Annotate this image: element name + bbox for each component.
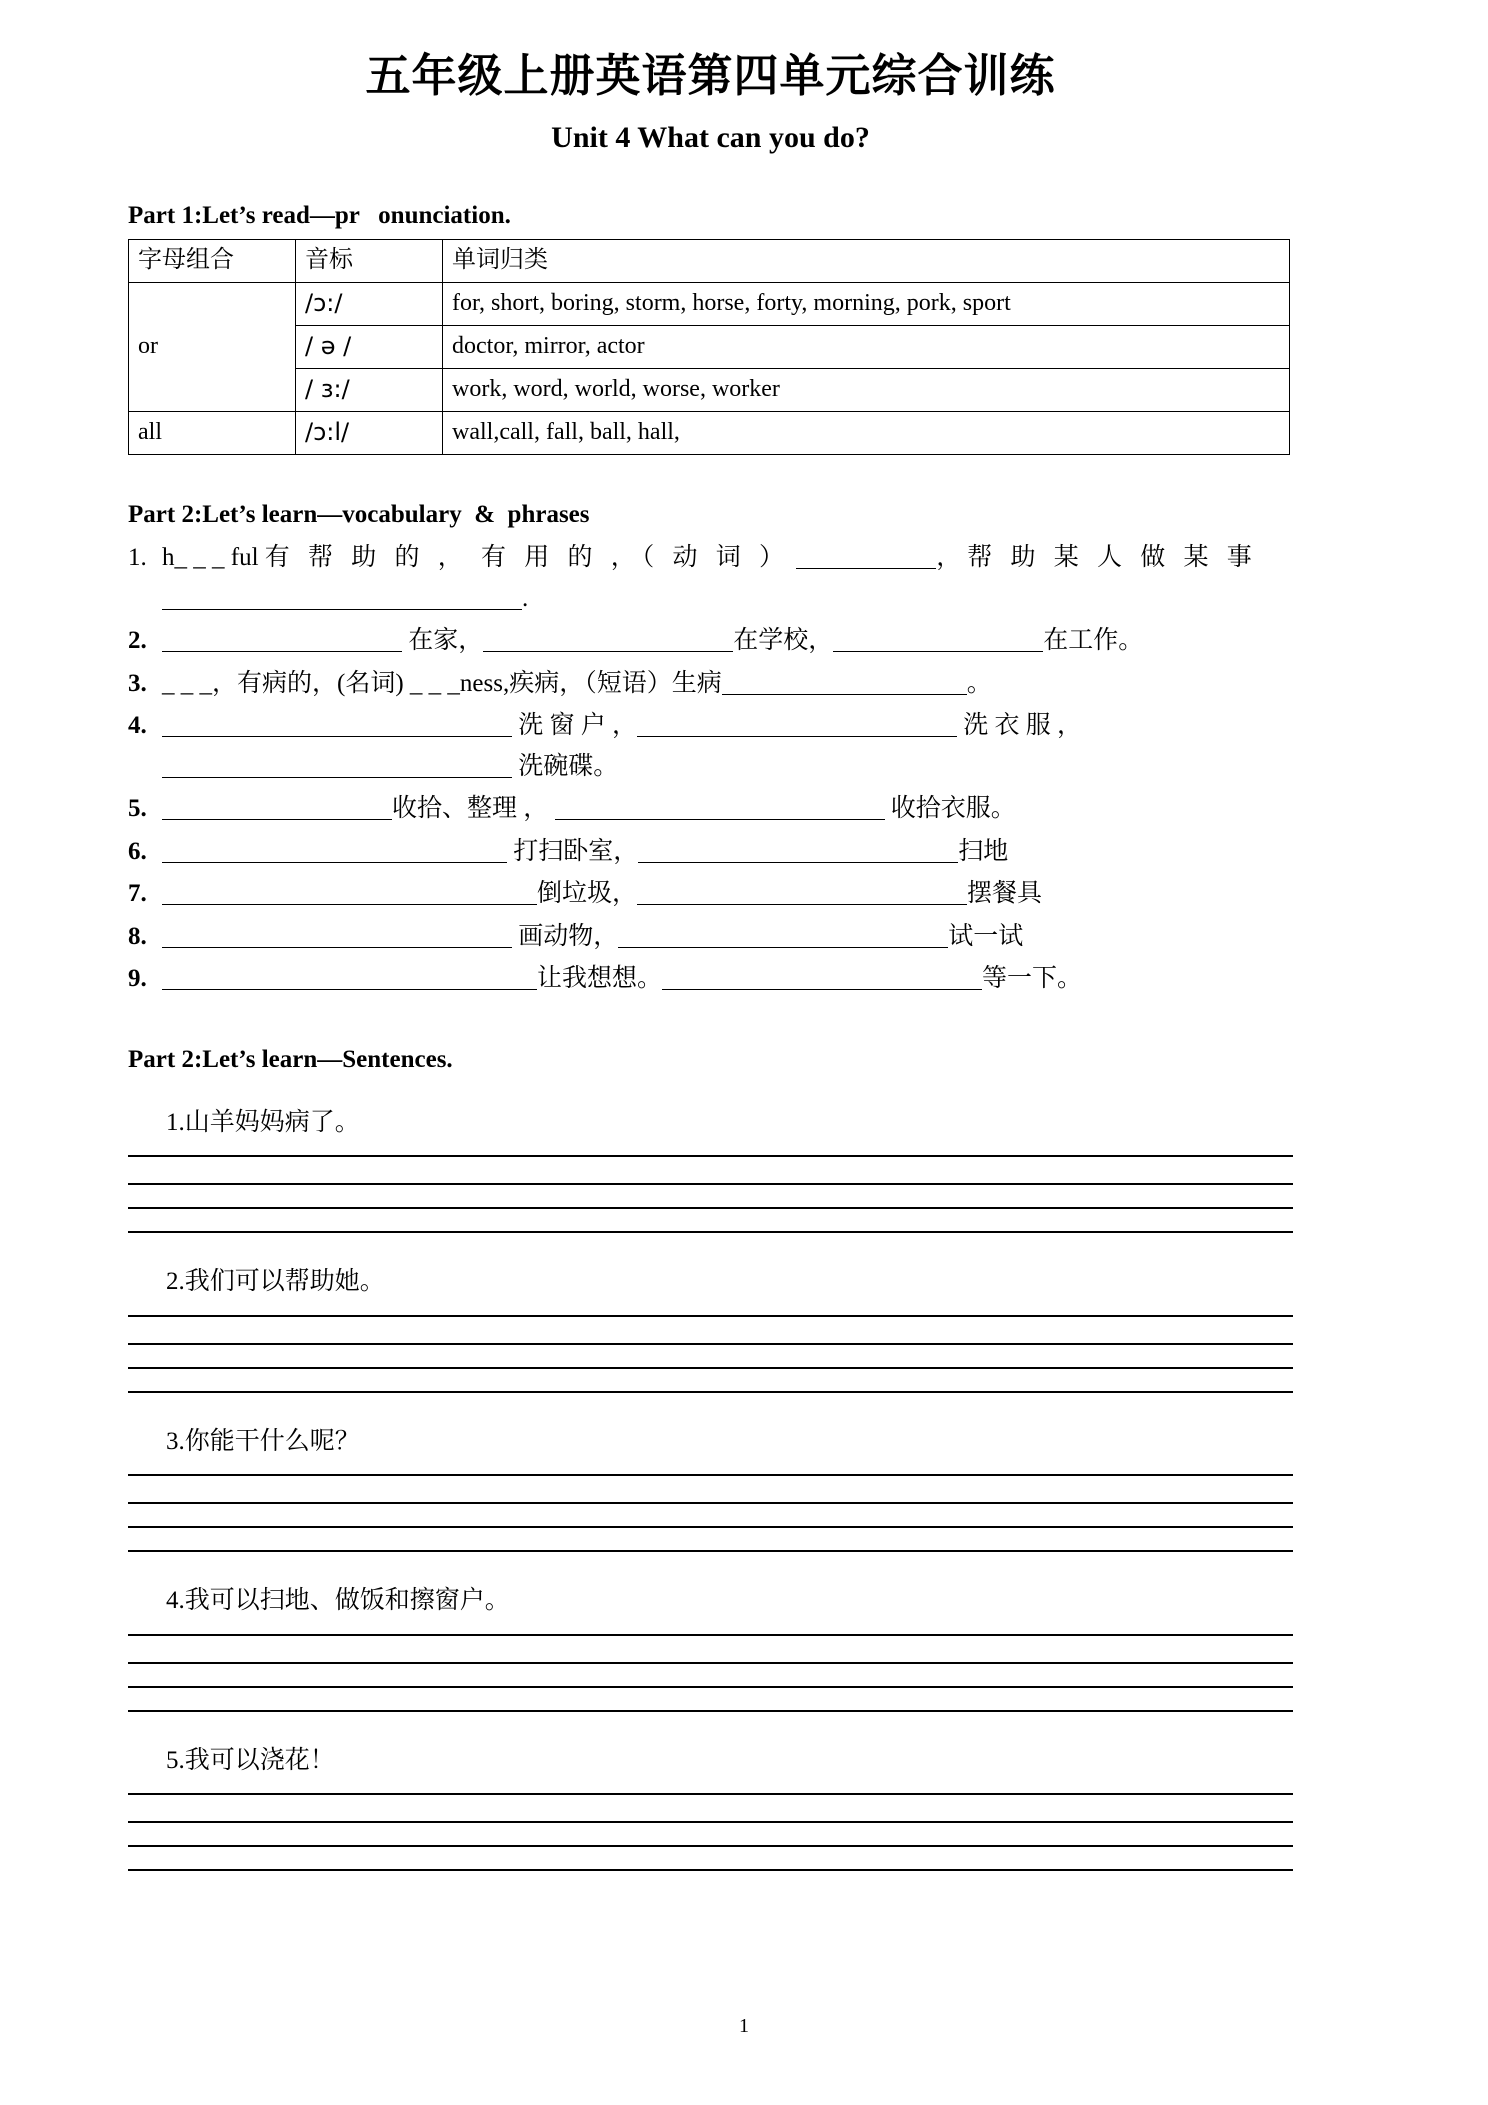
sentence-prompt-5: 5.我可以浇花！ <box>166 1746 335 1774</box>
answer-blank[interactable] <box>833 624 1043 653</box>
answer-blank[interactable] <box>638 834 958 863</box>
item-4-label-2: 洗 衣 服 ， <box>963 712 1083 740</box>
item-4-label-3: 洗碗碟。 <box>518 752 619 780</box>
item-1-tail: . <box>522 584 529 612</box>
writing-line[interactable] <box>128 1207 1293 1231</box>
item-5-label-1: 收拾、整理 ， <box>392 795 549 823</box>
item-number-4: 4. <box>128 712 147 740</box>
item-2-label-2: 在学校， <box>733 627 834 655</box>
item-3-tail: 。 <box>966 669 992 697</box>
answer-blank[interactable] <box>162 581 522 610</box>
writing-lines[interactable] <box>128 1315 1293 1393</box>
cell-ipa-0: /ɔ:/ <box>296 283 443 326</box>
part2-sentences-heading: Part 2:Let’s learn—Sentences. <box>128 1045 453 1073</box>
cell-ipa-3: /ɔ:l/ <box>296 412 443 455</box>
sentence-block <box>128 1423 1293 1553</box>
item-2-label-3: 在工作。 <box>1043 627 1144 655</box>
list-item <box>128 874 1293 915</box>
page-content <box>128 0 1293 1875</box>
item-number-9: 9. <box>128 965 147 993</box>
item-8-label-1: 画动物， <box>518 922 619 950</box>
item-5-label-2: 收拾衣服。 <box>890 795 1016 823</box>
list-item <box>128 706 1293 787</box>
writing-line[interactable] <box>128 1550 1293 1552</box>
list-item <box>128 832 1293 873</box>
item-9-label-1: 让我想想。 <box>537 965 663 993</box>
item-6-label-2: 扫地 <box>958 837 1009 865</box>
sentence-block <box>128 1263 1293 1393</box>
pronunciation-table <box>128 239 1290 455</box>
table-row <box>129 369 1290 412</box>
writing-line[interactable] <box>128 1526 1293 1550</box>
item-6-label-1: 打扫卧室， <box>513 837 639 865</box>
item-7-label-1: 倒垃圾， <box>537 880 638 908</box>
answer-blank[interactable] <box>162 624 402 653</box>
answer-blank[interactable] <box>162 877 537 906</box>
writing-line[interactable] <box>128 1662 1293 1686</box>
table-row <box>129 283 1290 326</box>
writing-line[interactable] <box>128 1315 1293 1343</box>
item-8-label-2: 试一试 <box>948 922 1024 950</box>
answer-blank[interactable] <box>162 792 392 821</box>
item-number-8: 8. <box>128 922 147 950</box>
list-item <box>128 664 1293 705</box>
list-item <box>128 789 1293 830</box>
item-1-word: h_ _ _ ful <box>162 544 259 572</box>
answer-blank[interactable] <box>162 749 512 778</box>
answer-blank[interactable] <box>162 834 507 863</box>
sentence-block <box>128 1582 1293 1712</box>
cell-words-3: wall,call, fall, ball, hall, <box>443 412 1290 455</box>
writing-line[interactable] <box>128 1183 1293 1207</box>
cell-letters-or: or <box>129 283 296 412</box>
list-item <box>128 538 1293 619</box>
item-9-label-2: 等一下。 <box>982 965 1083 993</box>
table-header-words: 单词归类 <box>443 240 1290 283</box>
item-number-5: 5. <box>128 795 147 823</box>
cell-ipa-2: / ɜ:/ <box>296 369 443 412</box>
answer-blank[interactable] <box>637 877 967 906</box>
item-2-label-1: 在家， <box>408 627 484 655</box>
writing-line[interactable] <box>128 1686 1293 1710</box>
writing-line[interactable] <box>128 1869 1293 1871</box>
writing-line[interactable] <box>128 1634 1293 1662</box>
writing-line[interactable] <box>128 1474 1293 1502</box>
item-1-label: 有 帮 助 的 ， 有 用 的 ，（ 动 词 ） <box>264 544 791 572</box>
cell-words-1: doctor, mirror, actor <box>443 326 1290 369</box>
cell-words-2: work, word, world, worse, worker <box>443 369 1290 412</box>
table-header-letters: 字母组合 <box>129 240 296 283</box>
table-row <box>129 326 1290 369</box>
item-7-label-2: 摆餐具 <box>967 880 1043 908</box>
answer-blank[interactable] <box>162 962 537 991</box>
answer-blank[interactable] <box>796 541 936 570</box>
writing-line[interactable] <box>128 1502 1293 1526</box>
item-3-text: _ _ _，有病的，(名词) _ _ _ness,疾病，（短语）生病 <box>162 669 722 697</box>
item-number-7: 7. <box>128 880 147 908</box>
writing-lines[interactable] <box>128 1474 1293 1552</box>
item-number-1: 1. <box>128 544 147 572</box>
writing-line[interactable] <box>128 1710 1293 1712</box>
writing-line[interactable] <box>128 1343 1293 1367</box>
page-subtitle: Unit 4 What can you do? <box>551 121 870 155</box>
writing-line[interactable] <box>128 1793 1293 1821</box>
cell-words-0: for, short, boring, storm, horse, forty, morning, pork, sport <box>443 283 1290 326</box>
sentence-block <box>128 1742 1293 1872</box>
writing-line[interactable] <box>128 1155 1293 1183</box>
writing-line[interactable] <box>128 1391 1293 1393</box>
answer-blank[interactable] <box>162 919 512 948</box>
cell-ipa-1: / ə / <box>296 326 443 369</box>
table-header-row <box>129 240 1290 283</box>
item-number-6: 6. <box>128 837 147 865</box>
writing-line[interactable] <box>128 1231 1293 1233</box>
vocabulary-list <box>128 538 1293 1000</box>
answer-blank[interactable] <box>555 792 885 821</box>
part1-heading: Part 1:Let’s read—pr onunciation. <box>128 202 511 230</box>
answer-blank[interactable] <box>162 709 512 738</box>
writing-lines[interactable] <box>128 1155 1293 1233</box>
table-row <box>129 412 1290 455</box>
list-item <box>128 959 1293 1000</box>
table-header-ipa: 音标 <box>296 240 443 283</box>
writing-line[interactable] <box>128 1367 1293 1391</box>
writing-lines[interactable] <box>128 1634 1293 1712</box>
sentence-prompt-2: 2.我们可以帮助她。 <box>166 1268 385 1296</box>
item-number-3: 3. <box>128 669 147 697</box>
answer-blank[interactable] <box>637 709 957 738</box>
writing-line[interactable] <box>128 1845 1293 1869</box>
answer-blank[interactable] <box>483 624 733 653</box>
answer-blank[interactable] <box>722 666 967 695</box>
cell-letters-all: all <box>129 412 296 455</box>
sentence-prompt-1: 1.山羊妈妈病了。 <box>166 1108 360 1136</box>
page-title: 五年级上册英语第四单元综合训练 <box>365 51 1056 101</box>
list-item <box>128 621 1293 662</box>
list-item <box>128 917 1293 958</box>
item-number-2: 2. <box>128 627 147 655</box>
sentence-block <box>128 1104 1293 1234</box>
part2-vocab-heading: Part 2:Let’s learn—vocabulary & phrases <box>128 501 590 529</box>
item-4-label-1: 洗 窗 户 ， <box>518 712 638 740</box>
item-1-label-2: ，帮 助 某 人 做 某 事 <box>936 544 1258 572</box>
answer-blank[interactable] <box>662 962 982 991</box>
writing-line[interactable] <box>128 1821 1293 1845</box>
sentence-prompt-4: 4.我可以扫地、做饭和擦窗户。 <box>166 1587 510 1615</box>
answer-blank[interactable] <box>618 919 948 948</box>
page-number: 1 <box>739 2015 749 2037</box>
writing-lines[interactable] <box>128 1793 1293 1871</box>
sentence-prompt-3: 3.你能干什么呢？ <box>166 1427 360 1455</box>
